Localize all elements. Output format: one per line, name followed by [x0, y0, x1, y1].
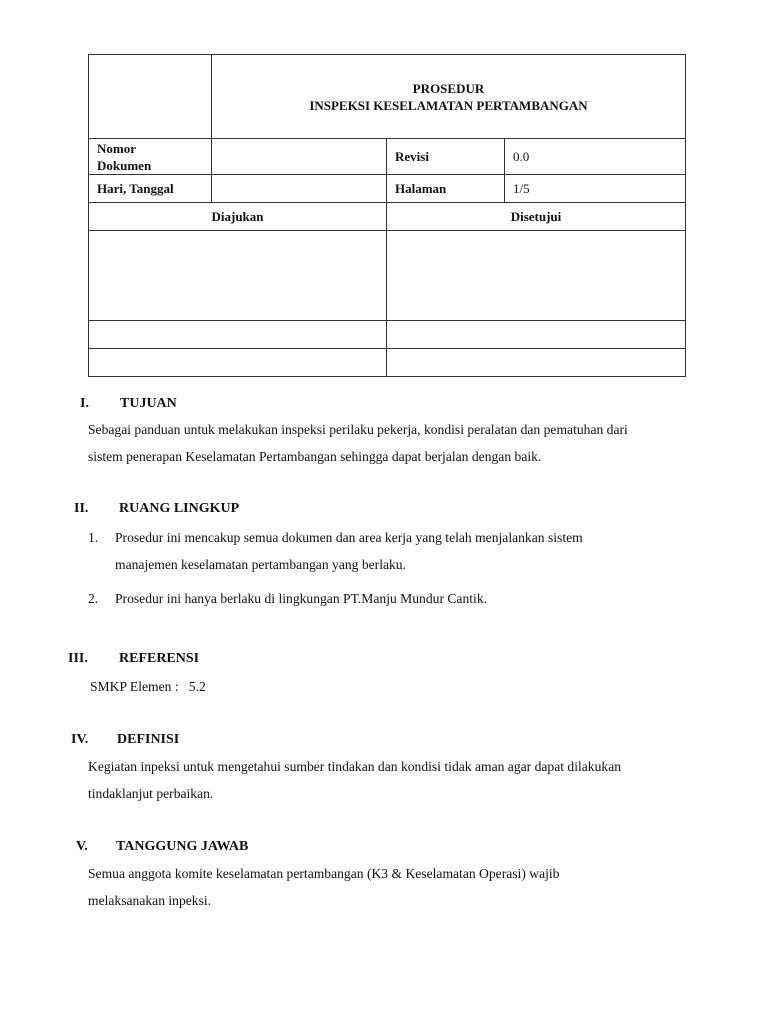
hari-tanggal-label: Hari, Tanggal [89, 175, 212, 203]
section-title: REFERENSI [119, 651, 200, 666]
diajukan-label: Diajukan [89, 203, 387, 231]
list-text-line: Prosedur ini mencakup semua dokumen dan area kerja yang telah menjalankan sistem [115, 530, 583, 545]
nomor-dokumen-label [89, 139, 212, 175]
paragraph-line: Kegiatan inpeksi untuk mengetahui sumber tindakan dan kondisi tidak aman agar dapat dilakukan [88, 759, 622, 774]
tujuan-paragraph [88, 416, 628, 470]
nomor-dokumen-value [212, 139, 387, 175]
disetujui-position-cell [387, 349, 686, 377]
list-text [115, 524, 583, 578]
title-line-1: PROSEDUR [412, 80, 485, 96]
revisi-value: 0.0 [505, 139, 686, 175]
section-title: DEFINISI [117, 732, 180, 747]
nomor-label-line1: Nomor [97, 140, 136, 156]
list-number: 1. [88, 530, 99, 545]
section-number: V. [76, 839, 88, 854]
tanggung-jawab-paragraph [88, 860, 559, 914]
paragraph-line: Sebagai panduan untuk melakukan inspeksi perilaku pekerja, kondisi peralatan dan pematuhan dari [88, 422, 628, 437]
document-header-table [88, 54, 686, 377]
disetujui-signature-cell [387, 231, 686, 321]
section-number: IV. [71, 732, 89, 747]
paragraph-line: tindaklanjut perbaikan. [88, 786, 214, 801]
halaman-label: Halaman [387, 175, 505, 203]
referensi-paragraph [90, 673, 206, 700]
list-item [88, 585, 688, 612]
paragraph-line: SMKP Elemen : 5.2 [90, 679, 206, 694]
revisi-label: Revisi [387, 139, 505, 175]
section-title: RUANG LINGKUP [119, 501, 240, 516]
definisi-paragraph [88, 753, 621, 807]
section-number: I. [80, 396, 89, 411]
title-line-2: INSPEKSI KESELAMATAN PERTAMBANGAN [309, 97, 588, 113]
logo-cell [89, 55, 212, 139]
list-number: 2. [88, 591, 99, 606]
diajukan-name-cell [89, 321, 387, 349]
disetujui-name-cell [387, 321, 686, 349]
list-text-line: manajemen keselamatan pertambangan yang berlaku. [115, 557, 407, 572]
halaman-value: 1/5 [505, 175, 686, 203]
paragraph-line: melaksanakan inpeksi. [88, 893, 212, 908]
list-item [88, 524, 688, 578]
section-number: II. [74, 501, 89, 516]
paragraph-line: sistem penerapan Keselamatan Pertambangan sehingga dapat berjalan dengan baik. [88, 449, 542, 464]
section-number: III. [68, 651, 88, 666]
hari-tanggal-value [212, 175, 387, 203]
diajukan-position-cell [89, 349, 387, 377]
paragraph-line: Semua anggota komite keselamatan pertambangan (K3 & Keselamatan Operasi) wajib [88, 866, 560, 881]
nomor-label-line2: Dokumen [97, 157, 152, 173]
document-title [212, 55, 686, 139]
section-title: TUJUAN [120, 396, 177, 411]
disetujui-label: Disetujui [387, 203, 686, 231]
section-title: TANGGUNG JAWAB [116, 839, 249, 854]
list-text: Prosedur ini hanya berlaku di lingkungan PT.Manju Mundur Cantik. [115, 591, 488, 606]
diajukan-signature-cell [89, 231, 387, 321]
